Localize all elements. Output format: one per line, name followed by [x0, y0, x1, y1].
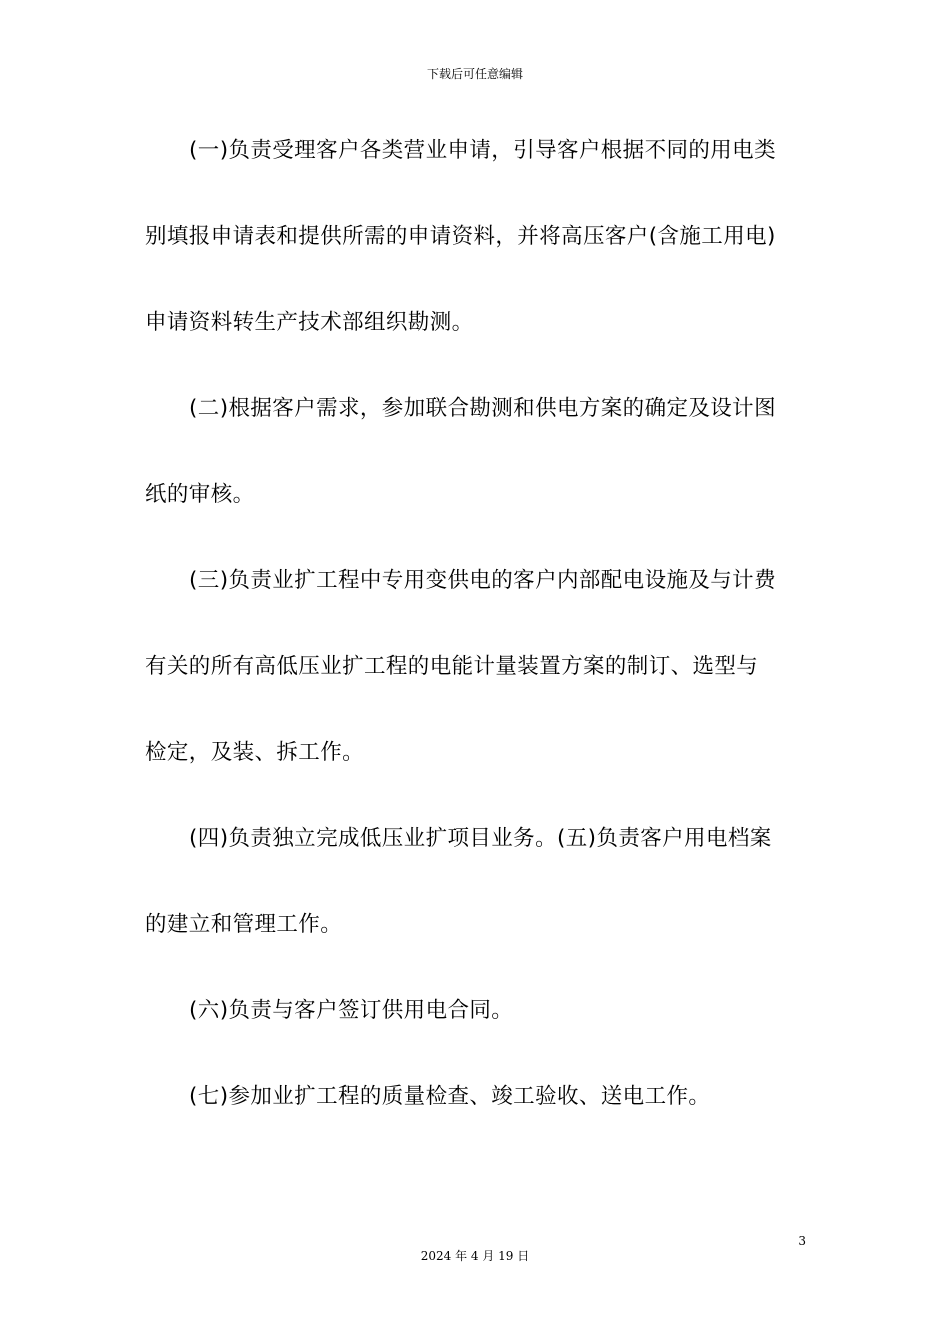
paragraph-line: 有关的所有高低压业扩工程的电能计量装置方案的制订、选型与: [145, 654, 759, 679]
paragraph-line: (三)负责业扩工程中专用变供电的客户内部配电设施及与计费: [189, 568, 776, 593]
paragraph-line: (四)负责独立完成低压业扩项目业务。(五)负责客户用电档案: [189, 826, 772, 851]
paragraph-3: [145, 559, 810, 774]
paragraph-line: (一)负责受理客户各类营业申请，引导客户根据不同的用电类: [189, 138, 776, 163]
paragraph-line: 的建立和管理工作。: [145, 912, 343, 937]
paragraph-1: [145, 129, 810, 344]
paragraph-line: (六)负责与客户签订供用电合同。: [189, 998, 514, 1023]
paragraph-line: 纸的审核。: [145, 482, 255, 507]
paragraph-line: 申请资料转生产技术部组织勘测。: [145, 310, 474, 335]
paragraph-line: 检定，及装、拆工作。: [145, 740, 365, 765]
document-body: [145, 129, 810, 1118]
paragraph-5: [145, 989, 810, 1032]
paragraph-line: 别填报申请表和提供所需的申请资料，并将高压客户(含施工用电): [145, 224, 776, 249]
paragraph-4: [145, 817, 810, 946]
paragraph-2: [145, 387, 810, 516]
paragraph-line: (二)根据客户需求，参加联合勘测和供电方案的确定及设计图: [189, 396, 776, 421]
paragraph-line: (七)参加业扩工程的质量检查、竣工验收、送电工作。: [189, 1084, 711, 1109]
paragraph-6: [145, 1075, 810, 1118]
page-header: 下载后可任意编辑: [426, 67, 523, 81]
page-number: 3: [798, 1234, 806, 1248]
page-footer-date: 2024 年 4 月 19 日: [420, 1249, 530, 1263]
